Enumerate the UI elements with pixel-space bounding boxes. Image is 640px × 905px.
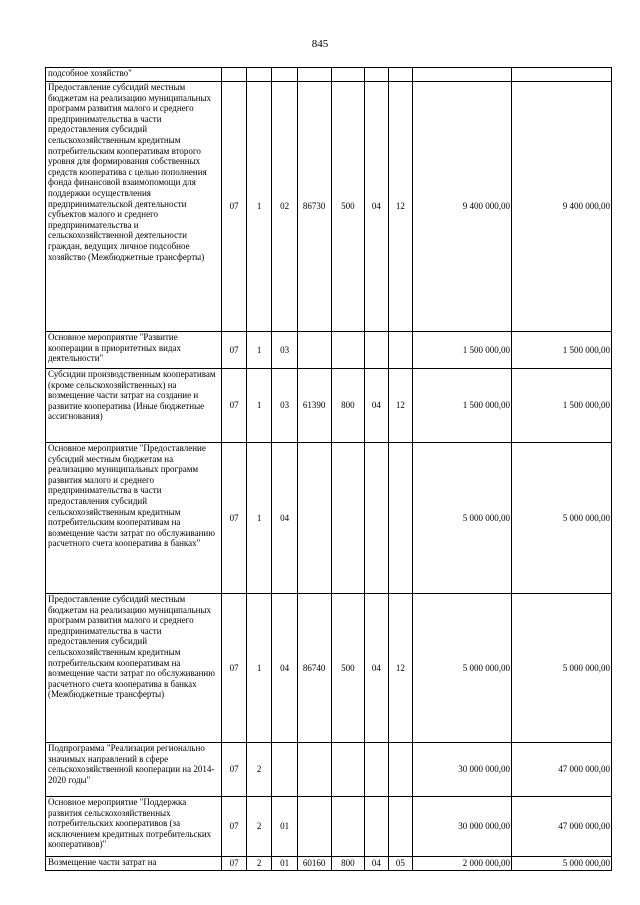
cell-amount-1: 1 500 000,00 — [413, 332, 512, 369]
table-row — [46, 797, 612, 857]
cell-code-5 — [331, 797, 365, 857]
cell-code-5: 500 — [331, 82, 365, 332]
cell-amount-1: 5 000 000,00 — [413, 594, 512, 743]
cell-code-4: 60160 — [297, 857, 331, 871]
cell-amount-2 — [511, 68, 611, 82]
cell-code-1: 07 — [222, 369, 246, 443]
table-row — [46, 68, 612, 82]
cell-code-7 — [388, 743, 412, 797]
cell-amount-1: 9 400 000,00 — [413, 82, 512, 332]
row-description: Возмещение части затрат на — [46, 857, 222, 871]
cell-amount-2: 1 500 000,00 — [511, 332, 611, 369]
cell-code-7: 12 — [388, 82, 412, 332]
cell-code-1: 07 — [222, 443, 246, 594]
cell-code-3: 04 — [272, 594, 297, 743]
cell-code-1: 07 — [222, 332, 246, 369]
cell-code-7 — [388, 443, 412, 594]
cell-code-6 — [365, 443, 388, 594]
cell-code-1: 07 — [222, 743, 246, 797]
cell-code-2: 2 — [246, 743, 271, 797]
cell-code-3: 03 — [272, 369, 297, 443]
page-number: 845 — [311, 38, 329, 50]
cell-code-6 — [365, 68, 388, 82]
cell-code-3: 03 — [272, 332, 297, 369]
cell-code-3: 04 — [272, 443, 297, 594]
cell-amount-1: 5 000 000,00 — [413, 443, 512, 594]
cell-code-2: 1 — [246, 82, 271, 332]
cell-amount-1: 1 500 000,00 — [413, 369, 512, 443]
cell-code-6: 04 — [365, 369, 388, 443]
cell-amount-2: 5 000 000,00 — [511, 443, 611, 594]
row-description: Подпрограмма "Реализация регионально значимых направлений в сфере сельскохозяйственной кооперации на 2014-2020 годы" — [46, 743, 222, 797]
cell-code-7: 12 — [388, 369, 412, 443]
row-description: Основное мероприятие "Предоставление субсидий местным бюджетам на реализацию муниципальных программ развития малого и среднего предпринимательства в части предоставления субсидий сельскохозяйственным кредитным потребительским кооперативам на возмещение части затрат по обслуживанию расчетного счета кооператива в банках" — [46, 443, 222, 594]
table-row — [46, 743, 612, 797]
cell-code-6 — [365, 743, 388, 797]
cell-code-5 — [331, 443, 365, 594]
cell-code-1 — [222, 68, 246, 82]
row-description: Основное мероприятие "Поддержка развития сельскохозяйственных потребительских кооперативов (за исключением кредитных потребительских кооперативов)" — [46, 797, 222, 857]
cell-code-2: 1 — [246, 332, 271, 369]
cell-code-5 — [331, 332, 365, 369]
cell-code-6: 04 — [365, 594, 388, 743]
cell-code-4: 86740 — [297, 594, 331, 743]
cell-code-3: 01 — [272, 857, 297, 871]
cell-amount-1: 30 000 000,00 — [413, 797, 512, 857]
cell-code-5 — [331, 68, 365, 82]
cell-code-5: 800 — [331, 857, 365, 871]
cell-code-2: 2 — [246, 797, 271, 857]
row-description: Основное мероприятие "Развитие кооперации в приоритетных видах деятельности" — [46, 332, 222, 369]
row-description: Субсидии производственным кооперативам (кроме сельскохозяйственных) на возмещение части затрат на создание и развитие кооператива (Иные бюджетные ассигнования) — [46, 369, 222, 443]
cell-code-4 — [297, 68, 331, 82]
cell-code-7 — [388, 797, 412, 857]
cell-code-7 — [388, 332, 412, 369]
cell-code-7: 05 — [388, 857, 412, 871]
row-description: подсобное хозяйство" — [46, 68, 222, 82]
cell-amount-2: 1 500 000,00 — [511, 369, 611, 443]
cell-code-5: 800 — [331, 369, 365, 443]
cell-code-3 — [272, 743, 297, 797]
cell-code-6 — [365, 332, 388, 369]
cell-amount-1 — [413, 68, 512, 82]
cell-code-7: 12 — [388, 594, 412, 743]
table-row — [46, 332, 612, 369]
cell-code-6 — [365, 797, 388, 857]
cell-amount-2: 5 000 000,00 — [511, 857, 611, 871]
cell-code-2: 1 — [246, 369, 271, 443]
cell-code-6: 04 — [365, 857, 388, 871]
cell-code-5: 500 — [331, 594, 365, 743]
cell-amount-2: 9 400 000,00 — [511, 82, 611, 332]
cell-amount-1: 2 000 000,00 — [413, 857, 512, 871]
cell-code-2: 2 — [246, 857, 271, 871]
table-row — [46, 369, 612, 443]
cell-amount-2: 47 000 000,00 — [511, 743, 611, 797]
cell-code-1: 07 — [222, 797, 246, 857]
cell-code-4 — [297, 797, 331, 857]
cell-code-4 — [297, 332, 331, 369]
cell-code-1: 07 — [222, 82, 246, 332]
cell-code-3: 02 — [272, 82, 297, 332]
cell-code-4: 86730 — [297, 82, 331, 332]
cell-code-4 — [297, 743, 331, 797]
row-description: Предоставление субсидий местным бюджетам на реализацию муниципальных программ развития малого и среднего предпринимательства в части предоставления субсидий сельскохозяйственным кредитным потребительским кооперативам на возмещение части затрат по обслуживанию расчетного счета кооператива в банках (Межбюджетные трансферты) — [46, 594, 222, 743]
table-row — [46, 443, 612, 594]
cell-code-5 — [331, 743, 365, 797]
cell-code-4 — [297, 443, 331, 594]
table-row — [46, 857, 612, 871]
cell-code-6: 04 — [365, 82, 388, 332]
cell-amount-1: 30 000 000,00 — [413, 743, 512, 797]
cell-code-3: 01 — [272, 797, 297, 857]
cell-amount-2: 5 000 000,00 — [511, 594, 611, 743]
row-description: Предоставление субсидий местным бюджетам на реализацию муниципальных программ развития малого и среднего предпринимательства в части предоставления субсидий сельскохозяйственным кредитным потребительским кооперативам второго уровня для формирования собственных средств кооператива с целью пополнения фонда финансовой взаимопомощи для поддержки осуществления предпринимательской деятельности субъектов малого и среднего предпринимательства и сельскохозяйственной деятельности граждан, ведущих личное подсобное хозяйство (Межбюджетные трансферты) — [46, 82, 222, 332]
cell-code-7 — [388, 68, 412, 82]
cell-amount-2: 47 000 000,00 — [511, 797, 611, 857]
cell-code-2: 1 — [246, 443, 271, 594]
table-row — [46, 82, 612, 332]
cell-code-2: 1 — [246, 594, 271, 743]
budget-table — [45, 67, 612, 871]
cell-code-3 — [272, 68, 297, 82]
cell-code-1: 07 — [222, 594, 246, 743]
cell-code-2 — [246, 68, 271, 82]
cell-code-1: 07 — [222, 857, 246, 871]
cell-code-4: 61390 — [297, 369, 331, 443]
table-row — [46, 594, 612, 743]
